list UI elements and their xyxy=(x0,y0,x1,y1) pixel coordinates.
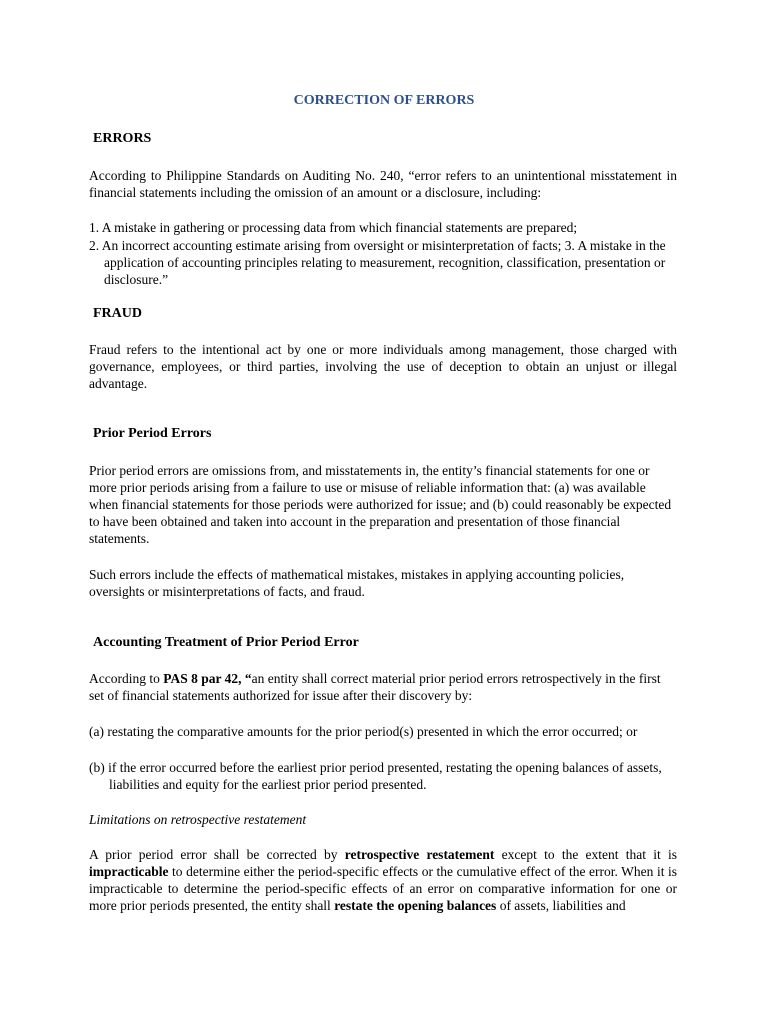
impracticable-term: impracticable xyxy=(89,864,169,879)
limitations-heading: Limitations on retrospective restatement xyxy=(89,812,307,827)
intro-rest: an entity shall correct material prior period errors retrospectively in the first set of financial statements authorized for issue after their discovery by: xyxy=(89,671,661,703)
prior-period-errors-heading: Prior Period Errors xyxy=(93,426,212,441)
accounting-treatment-intro xyxy=(89,670,677,704)
accounting-treatment-item-b: (b) if the error occurred before the earliest prior period presented, restating the opening balances of assets, liabilities and equity for the earliest prior period presented. xyxy=(89,760,662,792)
errors-list-item-1: 1. A mistake in gathering or processing data from which financial statements are prepared; xyxy=(89,220,578,235)
limitations-text-2: except to the extent that it is xyxy=(494,847,677,862)
limitations-text-3: to determine either the period-specific effects or the cumulative effect of the error. When it is impracticable to determine the period-specific effects of an error on comparative information for one or more prior periods presented, the entity shall xyxy=(89,864,677,913)
limitations-paragraph xyxy=(89,846,677,914)
accounting-treatment-item-a: (a) restating the comparative amounts for the prior period(s) presented in which the error occurred; or xyxy=(89,724,638,739)
prior-period-errors-paragraph-2: Such errors include the effects of mathematical mistakes, mistakes in applying accounting policies, oversights or misinterpretations of facts, and fraud. xyxy=(89,567,625,599)
intro-prefix: According to xyxy=(89,671,164,686)
fraud-heading: FRAUD xyxy=(93,306,142,321)
errors-heading: ERRORS xyxy=(93,131,152,146)
limitations-text-4: of assets, liabilities and xyxy=(496,898,626,913)
prior-period-errors-paragraph-1: Prior period errors are omissions from, and misstatements in, the entity’s financial statements for one or more prior periods arising from a failure to use or misuse of reliable information that: (a) was available when financial statements for those periods were authorized for issue; and (b) could reasonably be expected to have been obtained and taken into account in the preparation and presentation of those financial statements. xyxy=(89,463,672,546)
fraud-paragraph: Fraud refers to the intentional act by one or more individuals among management, those charged with governance, employees, or third parties, involving the use of deception to obtain an unjust or illegal advantage. xyxy=(89,342,677,391)
limitations-text-1: A prior period error shall be corrected by xyxy=(89,847,345,862)
errors-intro-paragraph: According to Philippine Standards on Auditing No. 240, “error refers to an unintentional misstatement in financial statements including the omission of an amount or a disclosure, including: xyxy=(89,168,677,200)
document-title: CORRECTION OF ERRORS xyxy=(293,93,475,108)
retrospective-restatement-term: retrospective restatement xyxy=(344,847,495,862)
accounting-treatment-heading: Accounting Treatment of Prior Period Error xyxy=(93,635,359,650)
restate-opening-balances-term: restate the opening balances xyxy=(334,898,497,913)
errors-list-item-2: 2. An incorrect accounting estimate arising from oversight or misinterpretation of facts; 3. A mistake in the application of accounting principles relating to measurement, recognition, classification, presentation or disclosure.” xyxy=(89,238,666,287)
pas-8-reference: PAS 8 par 42, “ xyxy=(163,671,252,686)
